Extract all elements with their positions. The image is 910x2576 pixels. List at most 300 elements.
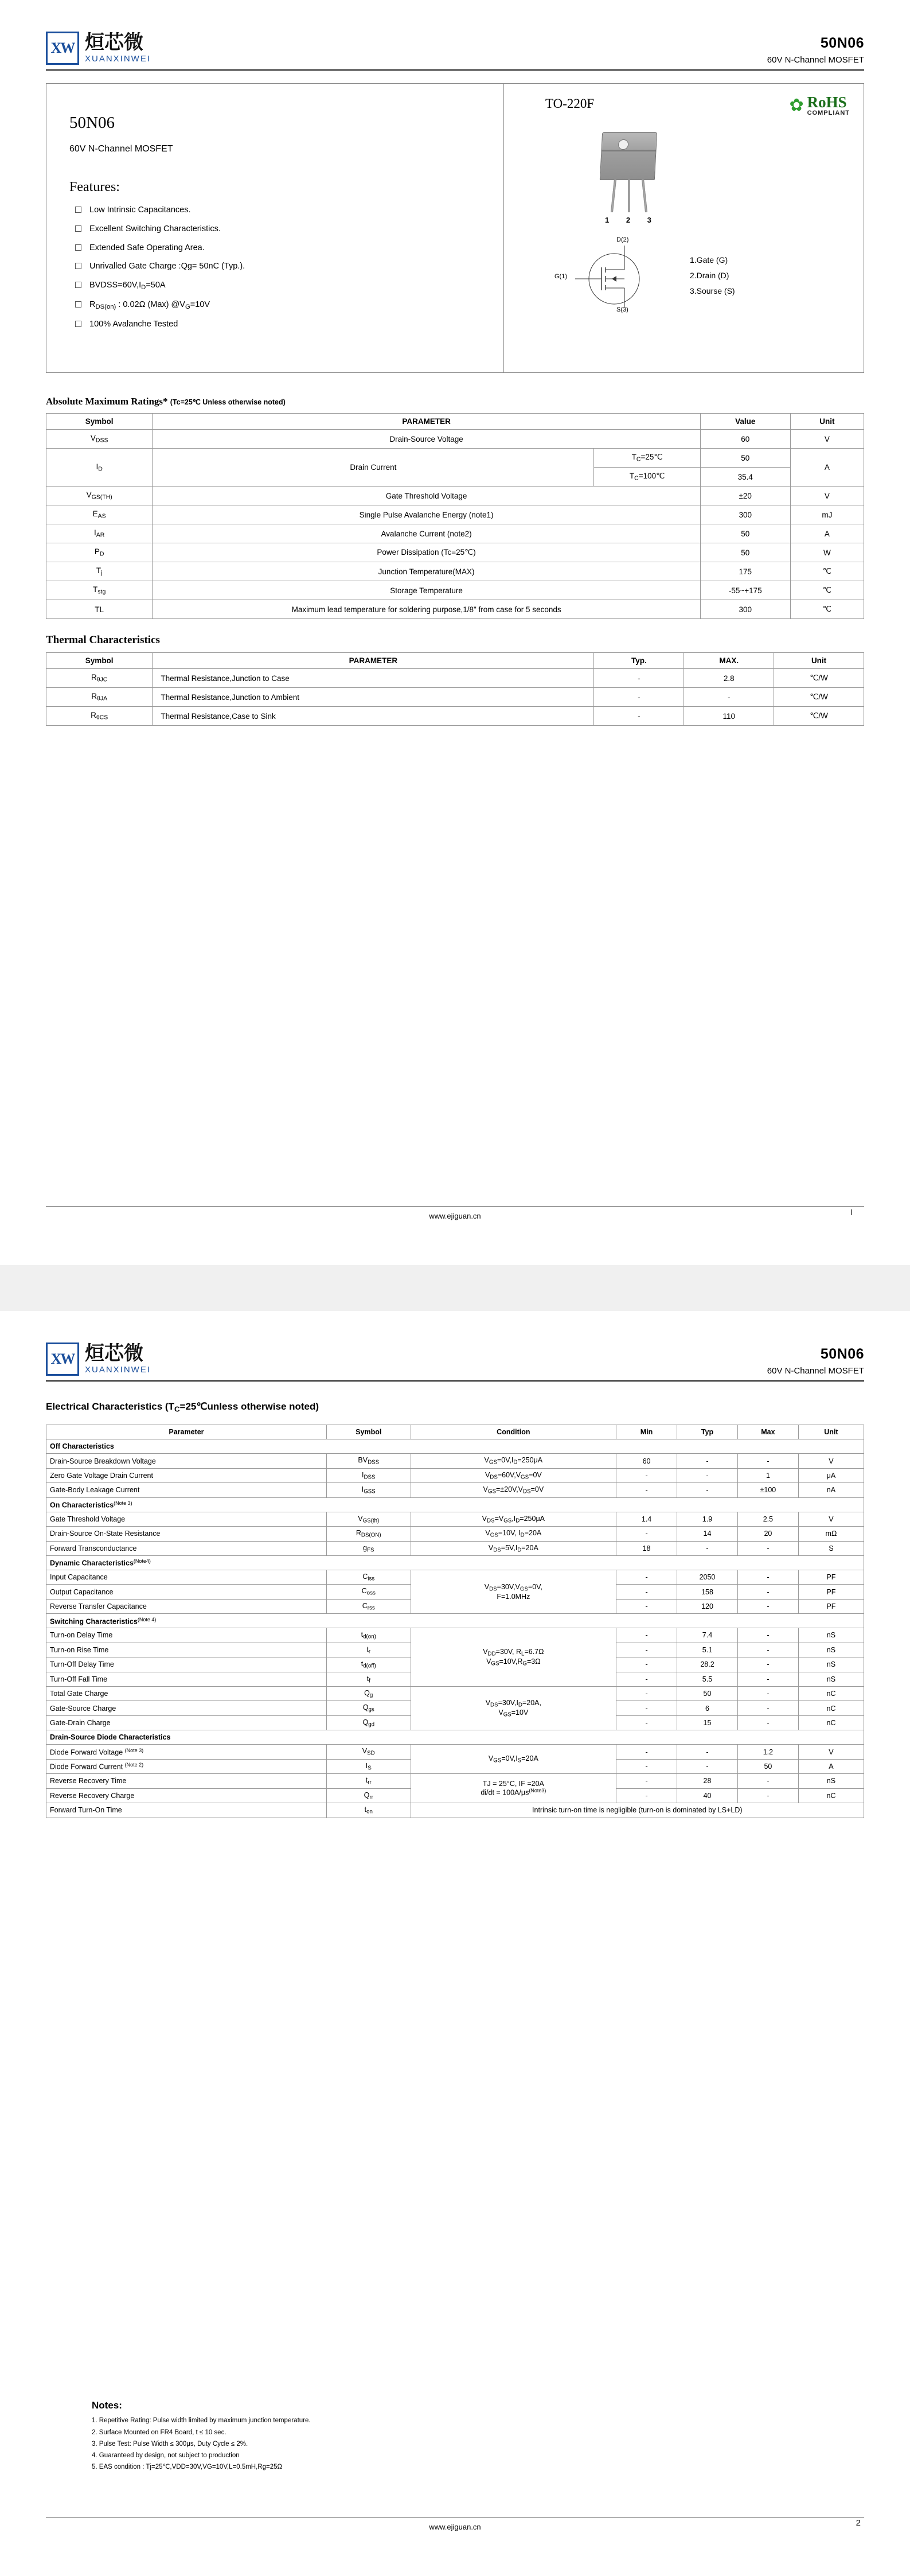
cell-max: 1.2 (737, 1745, 798, 1759)
cell-parameter: Diode Forward Voltage $^{(Note 3)}$ (46, 1745, 327, 1759)
header-subtitle: 60V N-Channel MOSFET (767, 1366, 864, 1376)
cell-unit: ℃/W (774, 707, 864, 726)
page-2 (0, 1311, 910, 2576)
cell-unit: ℃ (790, 581, 864, 600)
abs-max-table (46, 413, 864, 619)
cell-parameter: Turn-on Rise Time (46, 1643, 327, 1657)
cell-parameter: Turn-Off Fall Time (46, 1672, 327, 1686)
cell-typ: 14 (677, 1527, 738, 1541)
cell-max: - (684, 688, 774, 707)
cell-symbol: TL (46, 600, 153, 619)
cell-parameter: Thermal Resistance,Junction to Ambient (153, 688, 594, 707)
cell-typ: 50 (677, 1687, 738, 1701)
cell-typ: 28 (677, 1774, 738, 1788)
cell-unit: nS (798, 1643, 864, 1657)
cell-condition: $V_{GS}=0V,I_D=250\mu A$ (411, 1454, 616, 1468)
cell-parameter: Maximum lead temperature for soldering purpose,1/8" from case for 5 seconds (153, 600, 700, 619)
col-unit: Unit (798, 1425, 864, 1439)
feature-label: 100% Avalanche Tested (89, 319, 178, 329)
cell-unit: nC (798, 1701, 864, 1715)
cell-min: - (616, 1701, 677, 1715)
cell-typ: 40 (677, 1788, 738, 1803)
table-header-row (46, 653, 864, 669)
table-row (46, 1803, 864, 1818)
cell-min: - (616, 1774, 677, 1788)
col-max: Max (737, 1425, 798, 1439)
cell-min: - (616, 1599, 677, 1613)
cell-unit: nS (798, 1628, 864, 1643)
page-number: l (850, 1208, 853, 1217)
cell-min: - (616, 1745, 677, 1759)
cell-unit: A (790, 524, 864, 543)
cell-parameter: Drain-Source Voltage (153, 430, 700, 449)
cell-parameter: Gate Threshold Voltage (153, 487, 700, 505)
table-group-row (46, 1439, 864, 1454)
feature-item (69, 260, 486, 273)
col-typ: Typ. (594, 653, 684, 669)
cell-symbol: $V_{DSS}$ (46, 430, 153, 449)
cell-parameter: Forward Turn-On Time (46, 1803, 327, 1818)
logo-mark-icon: XW (46, 1343, 79, 1376)
cell-condition: $V_{DS}=V_{GS},I_D=250\mu A$ (411, 1512, 616, 1526)
cell-parameter: Drain Current (153, 449, 594, 487)
table-row (46, 430, 864, 449)
col-value: Value (700, 414, 790, 430)
group-label: Off Characteristics (46, 1439, 864, 1454)
cell-symbol: $C_{oss}$ (326, 1585, 411, 1599)
table-group-row (46, 1497, 864, 1512)
feature-item (69, 318, 486, 331)
cell-typ: 15 (677, 1715, 738, 1730)
cell-typ: 6 (677, 1701, 738, 1715)
pin-list-item: 1.Gate (G) (690, 255, 728, 264)
cell-parameter: Thermal Resistance,Case to Sink (153, 707, 594, 726)
checkbox-icon (75, 263, 81, 269)
cell-unit: nS (798, 1657, 864, 1672)
cell-typ: 7.4 (677, 1628, 738, 1643)
cell-symbol: $V_{SD}$ (326, 1745, 411, 1759)
header-subtitle: 60V N-Channel MOSFET (767, 55, 864, 65)
table-row (46, 1774, 864, 1788)
cell-unit: V (798, 1745, 864, 1759)
footer-url[interactable]: www.ejiguan.cn (429, 1212, 481, 1220)
company-name-cn: 烜芯微 (85, 31, 143, 54)
cell-max: - (737, 1570, 798, 1584)
table-row (46, 1527, 864, 1541)
cell-symbol: $t_f$ (326, 1672, 411, 1686)
cell-unit: V (790, 487, 864, 505)
cell-symbol: $R_{\theta JA}$ (46, 688, 153, 707)
cell-min: 60 (616, 1454, 677, 1468)
cell-unit: W (790, 543, 864, 562)
overview-left (46, 84, 504, 372)
cell-typ: 5.5 (677, 1672, 738, 1686)
checkbox-icon (75, 207, 81, 213)
cell-min: 18 (616, 1541, 677, 1555)
cell-unit: mΩ (798, 1527, 864, 1541)
cell-parameter: Turn-on Delay Time (46, 1628, 327, 1643)
col-parameter: PARAMETER (153, 414, 700, 430)
cell-symbol: $R_{\theta CS}$ (46, 707, 153, 726)
pin-list-item: 2.Drain (D) (690, 271, 729, 281)
table-row (46, 1570, 864, 1584)
cell-value: 300 (700, 505, 790, 524)
cell-symbol: $V_{GS(TH)}$ (46, 487, 153, 505)
cell-typ: - (677, 1468, 738, 1482)
col-unit: Unit (790, 414, 864, 430)
pin-list (690, 252, 735, 299)
cell-condition: $V_{DS}=5V,I_D=20A$ (411, 1541, 616, 1555)
company-name-cn: 烜芯微 (85, 1342, 143, 1365)
cell-symbol: $I_S$ (326, 1759, 411, 1773)
cell-unit: V (798, 1512, 864, 1526)
col-condition: Condition (411, 1425, 616, 1439)
cell-max: - (737, 1585, 798, 1599)
cell-value: 300 (700, 600, 790, 619)
cell-parameter: Drain-Source Breakdown Voltage (46, 1454, 327, 1468)
group-label: Dynamic Characteristics$^{(Note4)}$ (46, 1555, 864, 1570)
cell-symbol: $C_{iss}$ (326, 1570, 411, 1584)
cell-typ: - (677, 1541, 738, 1555)
cell-max: - (737, 1657, 798, 1672)
cell-unit: S (798, 1541, 864, 1555)
cell-symbol: $I_D$ (46, 449, 153, 487)
table-header-row (46, 414, 864, 430)
cell-unit: nS (798, 1774, 864, 1788)
footer-url[interactable]: www.ejiguan.cn (429, 2523, 481, 2531)
table-row (46, 1687, 864, 1701)
cell-unit: nC (798, 1788, 864, 1803)
company-logo (46, 1343, 151, 1376)
cell-unit: nA (798, 1483, 864, 1497)
feature-label: Unrivalled Gate Charge :Qg= 50nC (Typ.). (89, 262, 245, 271)
cell-condition: $V_{DS}=30V,I_D=20A$, $V_{GS}=10V$ (411, 1687, 616, 1730)
note-item: 4. Guaranteed by design, not subject to production (92, 2452, 240, 2459)
table-row (46, 505, 864, 524)
cell-max: 50 (737, 1759, 798, 1773)
cell-parameter: Reverse Transfer Capacitance (46, 1599, 327, 1613)
package-image (518, 130, 850, 224)
cell-value: 60 (700, 430, 790, 449)
table-row (46, 1541, 864, 1555)
cell-parameter: Diode Forward Current $^{(Note 2)}$ (46, 1759, 327, 1773)
cell-parameter: Junction Temperature(MAX) (153, 562, 700, 581)
cell-unit: μA (798, 1468, 864, 1482)
cell-typ: 158 (677, 1585, 738, 1599)
cell-symbol: $R_{\theta JC}$ (46, 669, 153, 688)
table-row (46, 543, 864, 562)
feature-item (69, 204, 486, 217)
group-label: Drain-Source Diode Characteristics (46, 1730, 864, 1745)
cell-min: - (616, 1687, 677, 1701)
cell-parameter: Turn-Off Delay Time (46, 1657, 327, 1672)
group-label: Switching Characteristics$^{(Note 4)}$ (46, 1614, 864, 1628)
features-list (69, 204, 486, 330)
leaf-icon: ✿ (789, 95, 804, 115)
cell-parameter: Total Gate Charge (46, 1687, 327, 1701)
table-row (46, 1483, 864, 1497)
col-parameter: PARAMETER (153, 653, 594, 669)
cell-symbol: $t_{rr}$ (326, 1774, 411, 1788)
feature-item (69, 223, 486, 236)
table-row (46, 449, 864, 468)
cell-unit: A (798, 1759, 864, 1773)
cell-condition: $V_{DD}=30V$, $R_L=6.7\Omega$ $V_{GS}=10V,R_G=3\Omega$ (411, 1628, 616, 1687)
overview-description: 60V N-Channel MOSFET (69, 144, 173, 154)
cell-unit: ℃ (790, 600, 864, 619)
cell-parameter: Zero Gate Voltage Drain Current (46, 1468, 327, 1482)
table-row (46, 1512, 864, 1526)
cell-max: 1 (737, 1468, 798, 1482)
cell-parameter: Thermal Resistance,Junction to Case (153, 669, 594, 688)
table-row (46, 581, 864, 600)
cell-unit: ℃/W (774, 669, 864, 688)
table-group-row (46, 1614, 864, 1628)
cell-typ: 120 (677, 1599, 738, 1613)
cell-value: -55~+175 (700, 581, 790, 600)
cell-unit: PF (798, 1570, 864, 1584)
cell-condition: $V_{DS}=30V,V_{GS}=0V$, F=1.0MHz (411, 1570, 616, 1613)
cell-unit: V (798, 1454, 864, 1468)
pin-leg-2 (628, 179, 630, 212)
cell-unit: nC (798, 1715, 864, 1730)
company-logo (46, 32, 151, 65)
cell-min: - (616, 1570, 677, 1584)
electrical-title: Electrical Characteristics ($T_C=25℃unless$ otherwise noted) (46, 1401, 319, 1414)
cell-unit: nC (798, 1687, 864, 1701)
cell-symbol: $C_{rss}$ (326, 1599, 411, 1613)
cell-symbol: $BV_{DSS}$ (326, 1454, 411, 1468)
notes-list (92, 2415, 311, 2473)
cell-parameter: Input Capacitance (46, 1570, 327, 1584)
cell-min: - (616, 1643, 677, 1657)
cell-parameter: Avalanche Current (note2) (153, 524, 700, 543)
cell-condition: $V_{GS}=\pm 20V,V_{DS}=0V$ (411, 1483, 616, 1497)
thermal-title: Thermal Characteristics (46, 634, 160, 646)
features-title: Features: (69, 180, 120, 194)
cell-unit: V (790, 430, 864, 449)
cell-parameter: Forward Transconductance (46, 1541, 327, 1555)
cell-condition: $T_C=25℃$ (594, 449, 700, 468)
package-name: TO-220F (545, 96, 595, 111)
cell-typ: 1.9 (677, 1512, 738, 1526)
cell-unit: nS (798, 1672, 864, 1686)
table-row (46, 600, 864, 619)
cell-parameter: Power Dissipation (Tc=25℃) (153, 543, 700, 562)
feature-label: Extended Safe Operating Area. (89, 243, 205, 252)
notes-title: Notes: (92, 2400, 122, 2411)
table-row (46, 1628, 864, 1643)
symbol-drain-label: D(2) (616, 236, 629, 243)
symbol-gate-label: G(1) (554, 273, 567, 280)
cell-typ: - (594, 707, 684, 726)
cell-symbol: $Q_g$ (326, 1687, 411, 1701)
feature-item (69, 242, 486, 255)
cell-unit: A (790, 449, 864, 487)
page-footer (46, 2517, 864, 2531)
table-row (46, 1745, 864, 1759)
cell-min: - (616, 1585, 677, 1599)
cell-typ: - (677, 1759, 738, 1773)
col-symbol: Symbol (46, 653, 153, 669)
checkbox-icon (75, 225, 81, 232)
col-parameter: Parameter (46, 1425, 327, 1439)
company-name-en: XUANXINWEI (85, 54, 151, 64)
cell-typ: - (594, 669, 684, 688)
cell-typ: - (677, 1483, 738, 1497)
cell-symbol: $I_{DSS}$ (326, 1468, 411, 1482)
cell-min: 1.4 (616, 1512, 677, 1526)
cell-symbol: $V_{GS(th)}$ (326, 1512, 411, 1526)
cell-max: - (737, 1672, 798, 1686)
electrical-table (46, 1425, 864, 1818)
cell-max: 20 (737, 1527, 798, 1541)
cell-condition: $T_C=100℃$ (594, 468, 700, 487)
cell-max: - (737, 1643, 798, 1657)
cell-unit: PF (798, 1599, 864, 1613)
rohs-badge (789, 94, 850, 117)
col-symbol: Symbol (46, 414, 153, 430)
cell-min: - (616, 1468, 677, 1482)
overview-part-number: 50N06 (69, 114, 115, 132)
cell-value: ±20 (700, 487, 790, 505)
overview-box (46, 83, 864, 373)
cell-symbol: $Q_{gs}$ (326, 1701, 411, 1715)
cell-typ: - (677, 1454, 738, 1468)
cell-typ: 5.1 (677, 1643, 738, 1657)
table-row (46, 1468, 864, 1482)
cell-min: - (616, 1483, 677, 1497)
symbol-area (518, 236, 850, 326)
cell-max: - (737, 1541, 798, 1555)
feature-label: $BVDSS=60V,I_D=50A$ (89, 281, 166, 291)
feature-item (69, 279, 486, 293)
col-symbol: Symbol (326, 1425, 411, 1439)
cell-symbol: $E_{AS}$ (46, 505, 153, 524)
cell-symbol: $I_{GSS}$ (326, 1483, 411, 1497)
cell-max: 110 (684, 707, 774, 726)
cell-unit: ℃ (790, 562, 864, 581)
cell-unit: PF (798, 1585, 864, 1599)
cell-min: - (616, 1715, 677, 1730)
cell-symbol: $Q_{rr}$ (326, 1788, 411, 1803)
table-header-row (46, 1425, 864, 1439)
cell-symbol: $t_{d(on)}$ (326, 1628, 411, 1643)
table-row (46, 688, 864, 707)
cell-typ: 28.2 (677, 1657, 738, 1672)
cell-parameter: Gate-Source Charge (46, 1701, 327, 1715)
table-group-row (46, 1730, 864, 1745)
cell-parameter: Storage Temperature (153, 581, 700, 600)
cell-max: 2.8 (684, 669, 774, 688)
col-max: MAX. (684, 653, 774, 669)
cell-min: - (616, 1657, 677, 1672)
abs-max-title: Absolute Maximum Ratings* (Tc=25℃ Unless otherwise noted) (46, 396, 286, 407)
cell-max: - (737, 1599, 798, 1613)
cell-max: ±100 (737, 1483, 798, 1497)
document-header (46, 32, 864, 71)
feature-label: Low Intrinsic Capacitances. (89, 205, 191, 215)
page-footer (46, 1206, 864, 1220)
cell-parameter: Gate-Body Leakage Current (46, 1483, 327, 1497)
cell-symbol: $t_r$ (326, 1643, 411, 1657)
overview-right (504, 84, 864, 372)
checkbox-icon (75, 282, 81, 288)
cell-condition: Intrinsic turn-on time is negligible (turn-on is dominated by LS+LD) (411, 1803, 864, 1818)
checkbox-icon (75, 321, 81, 327)
cell-parameter: Drain-Source On-State Resistance (46, 1527, 327, 1541)
cell-symbol: $t_{d(off)}$ (326, 1657, 411, 1672)
cell-min: - (616, 1788, 677, 1803)
cell-value: 35.4 (700, 468, 790, 487)
cell-condition: TJ = 25°C, IF =20A di/dt = 100A/μs$^{(Note3)}$ (411, 1774, 616, 1803)
col-unit: Unit (774, 653, 864, 669)
cell-symbol: $R_{DS(ON)}$ (326, 1527, 411, 1541)
note-item: 1. Repetitive Rating: Pulse width limited by maximum junction temperature. (92, 2417, 311, 2425)
feature-item (69, 299, 486, 312)
document-header (46, 1343, 864, 1382)
cell-typ: 2050 (677, 1570, 738, 1584)
cell-symbol: $P_D$ (46, 543, 153, 562)
note-item: 3. Pulse Test: Pulse Width ≤ 300μs, Duty Cycle ≤ 2%. (92, 2440, 248, 2447)
cell-max: - (737, 1774, 798, 1788)
pin-leg-3 (642, 179, 647, 212)
feature-label: $R_{DS(on)}$ : 0.02Ω (Max) $@V_G=10V$ (89, 299, 210, 310)
cell-min: - (616, 1672, 677, 1686)
table-row (46, 562, 864, 581)
page-1 (0, 0, 910, 1265)
cell-max: - (737, 1628, 798, 1643)
col-typ: Typ (677, 1425, 738, 1439)
logo-mark-icon: XW (46, 32, 79, 65)
pin-list-item: 3.Sourse (S) (690, 286, 735, 296)
cell-max: 2.5 (737, 1512, 798, 1526)
header-part-number: 50N06 (820, 1346, 864, 1362)
cell-max: - (737, 1687, 798, 1701)
rohs-sublabel: COMPLIANT (807, 110, 850, 117)
table-group-row (46, 1555, 864, 1570)
cell-symbol: $I_{AR}$ (46, 524, 153, 543)
cell-min: - (616, 1527, 677, 1541)
cell-min: - (616, 1628, 677, 1643)
checkbox-icon (75, 301, 81, 308)
cell-parameter: Reverse Recovery Time (46, 1774, 327, 1788)
group-label: On Characteristics$^{(Note 3)}$ (46, 1497, 864, 1512)
table-row (46, 1454, 864, 1468)
cell-value: 50 (700, 524, 790, 543)
feature-label: Excellent Switching Characteristics. (89, 224, 221, 234)
notes-section (92, 2400, 311, 2473)
to220f-package-icon (600, 132, 657, 180)
cell-min: - (616, 1759, 677, 1773)
cell-parameter: Output Capacitance (46, 1585, 327, 1599)
cell-typ: - (677, 1745, 738, 1759)
cell-symbol: $T_{stg}$ (46, 581, 153, 600)
pin-numbers: 1 2 3 (605, 215, 659, 224)
cell-value: 175 (700, 562, 790, 581)
checkbox-icon (75, 244, 81, 251)
table-row (46, 707, 864, 726)
cell-value: 50 (700, 543, 790, 562)
header-part-number: 50N06 (820, 35, 864, 51)
page-number: 2 (856, 2518, 861, 2528)
cell-parameter: Gate-Drain Charge (46, 1715, 327, 1730)
cell-condition: $V_{DS}=60V,V_{GS}=0V$ (411, 1468, 616, 1482)
note-item: 5. EAS condition : Tj=25℃,VDD=30V,VG=10V,L=0.5mH,Rg=25Ω (92, 2463, 283, 2470)
cell-max: - (737, 1454, 798, 1468)
company-name-en: XUANXINWEI (85, 1365, 151, 1375)
cell-max: - (737, 1715, 798, 1730)
